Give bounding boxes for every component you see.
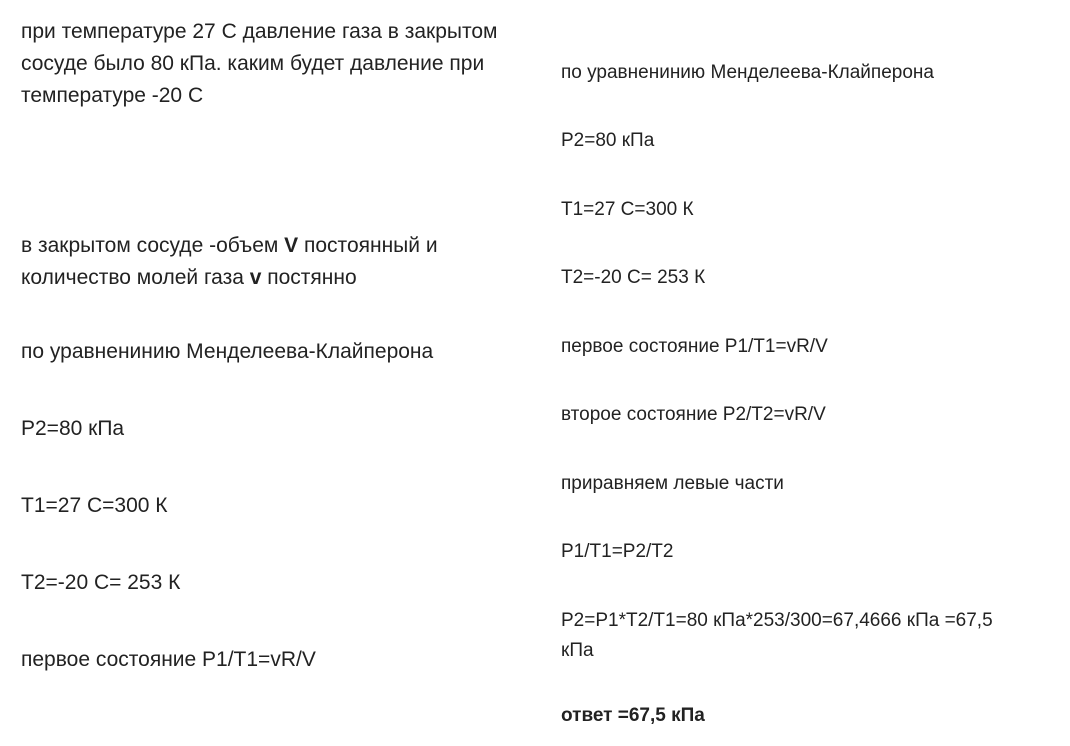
equation-reference-right: по уравненинию Менделеева-Клайперона — [561, 62, 934, 83]
right-column — [561, 0, 1061, 746]
given-p2: P2=80 кПа — [21, 417, 125, 440]
left-column — [21, 0, 541, 746]
given-t1: T1=27 С=300 К — [21, 494, 168, 517]
first-state: первое состояние P1/T1=vR/V — [21, 648, 316, 671]
constant-note-text-3: постянно — [261, 266, 357, 289]
given-t2-right: T2=-20 С= 253 К — [561, 267, 706, 288]
constant-note-text-2: постоянный и количество молей газа — [21, 234, 438, 289]
first-state-right: первое состояние P1/T1=vR/V — [561, 336, 828, 357]
given-t2: T2=-20 С= 253 К — [21, 571, 181, 594]
equation-reference: по уравненинию Менделеева-Клайперона — [21, 340, 434, 363]
problem-statement: при температуре 27 С давление газа в закрытом сосуде было 80 кПа. каким будет давление при температуре -20 С — [21, 20, 498, 107]
second-state: второе состояние P2/T2=vR/V — [561, 404, 826, 425]
constant-volume-note — [21, 230, 541, 294]
volume-symbol: V — [284, 234, 299, 257]
calculation: P2=P1*T2/T1=80 кПа*253/300=67,4666 кПа =67,5 кПа — [561, 610, 993, 661]
moles-symbol: v — [249, 266, 262, 289]
final-answer: ответ =67,5 кПа — [561, 705, 705, 726]
given-t1-right: T1=27 С=300 К — [561, 199, 694, 220]
ratio-equation: P1/T1=P2/T2 — [561, 541, 674, 562]
equate-sides: приравняем левые части — [561, 473, 784, 494]
given-p2-right: P2=80 кПа — [561, 130, 655, 151]
constant-note-text-1: в закрытом сосуде -объем — [21, 234, 285, 257]
